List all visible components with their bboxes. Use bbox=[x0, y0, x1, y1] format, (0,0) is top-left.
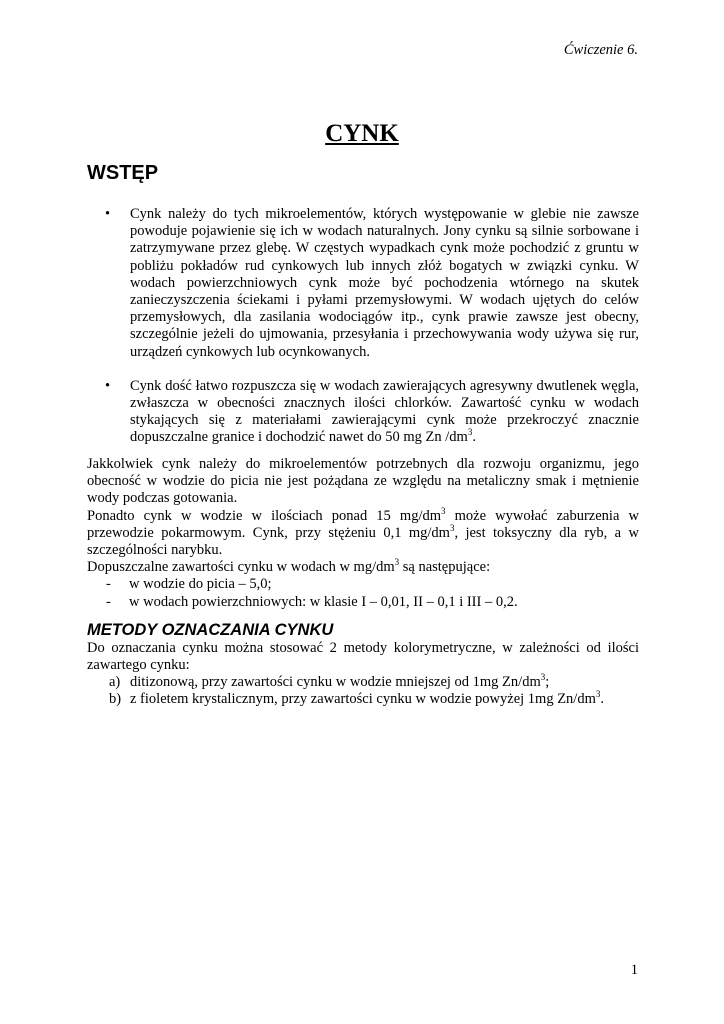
dash-marker: - bbox=[106, 576, 111, 593]
text: Dopuszczalne zawartości cynku w wodach w mg/dm bbox=[87, 559, 395, 576]
superscript: 3 bbox=[449, 522, 455, 533]
superscript: 3 bbox=[467, 427, 473, 438]
bullet-icon: • bbox=[105, 377, 111, 394]
item-text-end: . bbox=[600, 691, 604, 708]
intro-heading: WSTĘP bbox=[87, 162, 159, 184]
text: może wywołać zaburzenia w przewodzie pokarmowym. Cynk, przy stężeniu 0,1 mg/dm bbox=[87, 507, 639, 541]
bullet-text: Cynk dość łatwo rozpuszcza się w wodach zawierających agresywny dwutlenek węgla, zwłaszcza w obecności znacznych ilości chlorków. Zawartość cynku w wodach stykających się z materiałami zawierającymi cynk może przekroczyć znacznie dopuszczalne granice i dochodzić nawet do 50 mg Zn /dm bbox=[130, 377, 639, 446]
page-number: 1 bbox=[630, 962, 638, 978]
list-item bbox=[87, 674, 639, 691]
paragraph: Jakkolwiek cynk należy do mikroelementów potrzebnych dla rozwoju organizmu, jego obecność w wodzie do picia nie jest pożądana ze względu na metaliczny smak i mętnienie wody podczas gotowania. bbox=[87, 456, 639, 507]
body-section bbox=[87, 456, 639, 709]
list-item bbox=[87, 576, 639, 593]
dash-marker: - bbox=[106, 593, 111, 610]
bullet-icon: • bbox=[105, 206, 111, 222]
list-text: w wodzie do picia – 5,0; bbox=[129, 576, 272, 593]
intro-bullet-list bbox=[87, 206, 639, 447]
text: Ponadto cynk w wodzie w ilościach ponad 15 mg/dm bbox=[87, 507, 442, 524]
list-item bbox=[87, 206, 639, 361]
list-item bbox=[87, 594, 639, 611]
text: są następujące: bbox=[399, 559, 491, 576]
item-text-end: ; bbox=[545, 674, 550, 691]
text: , jest toksyczny dla ryb, a w szczególności narybku. bbox=[87, 524, 639, 559]
item-text: ditizonową, przy zawartości cynku w wodzie mniejszej od 1mg Zn/dm bbox=[130, 674, 541, 691]
item-label: a) bbox=[109, 674, 121, 691]
item-text: z fioletem krystalicznym, przy zawartości cynku w wodzie powyżej 1mg Zn/dm bbox=[130, 691, 596, 708]
superscript: 3 bbox=[441, 505, 446, 516]
superscript: 3 bbox=[540, 672, 546, 683]
item-label: b) bbox=[109, 691, 122, 708]
item-text-wrap bbox=[110, 691, 639, 708]
methods-heading: METODY OZNACZANIA CYNKU bbox=[87, 620, 334, 639]
paragraph: Do oznaczania cynku można stosować 2 metody kolorymetryczne, w zależności od ilości zawartego cynku: bbox=[87, 639, 639, 674]
exercise-label: Ćwiczenie 6. bbox=[563, 42, 638, 58]
bullet-text: Cynk należy do tych mikroelementów, których występowanie w glebie nie zawsze powoduje pojawienie się ich w wodach naturalnych. Jony cynku są silnie sorbowane i zatrzymywane przez glebę. W częstych wypadkach cynk może pochodzić z gruntu w pobliżu pokładów rud cynkowych lub innych złóż bogatych w związki cynku. W wodach powierzchniowych cynk może być pochodzenia wtórnego na skutek zanieczyszczenia ściekami i pyłami przemysłowymi. W wodach ujętych do celów przemysłowych, dla zasilania wodociągów itp., cynk prawie zawsze jest obecny, szczególnie jeżeli do ujmowania, przesyłania i przechowywania wody używa się rur, urządzeń cynkowych lub ocynkowanych. bbox=[130, 206, 639, 360]
superscript: 3 bbox=[394, 557, 400, 568]
document-title: CYNK bbox=[325, 120, 399, 147]
list-text: w wodach powierzchniowych: w klasie I – 0,01, II – 0,1 i III – 0,2. bbox=[129, 593, 518, 610]
item-text-wrap bbox=[110, 674, 639, 691]
list-item bbox=[87, 378, 639, 447]
paragraph bbox=[87, 505, 639, 560]
superscript: 3 bbox=[595, 689, 601, 700]
list-item bbox=[87, 691, 639, 708]
paragraph bbox=[87, 559, 639, 576]
bullet-text-end: . bbox=[472, 429, 476, 446]
